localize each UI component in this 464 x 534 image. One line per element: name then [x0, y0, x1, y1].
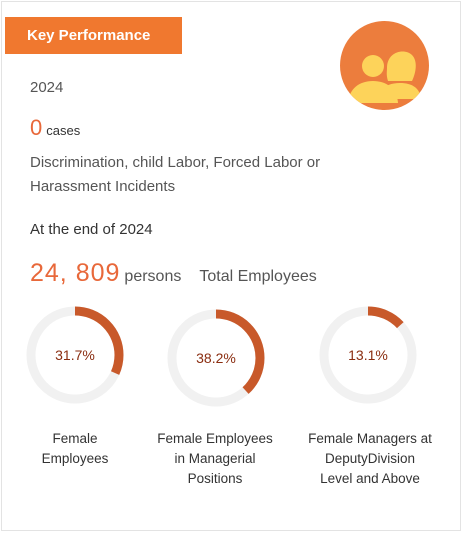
cases-count: 0 — [30, 115, 43, 140]
percent-value: 13.1% — [348, 347, 388, 363]
description-line: Harassment Incidents — [30, 178, 176, 195]
total-employees-row — [30, 259, 317, 288]
report-year: 2024 — [30, 79, 64, 96]
label-line: Level and Above — [320, 471, 420, 486]
cases-row — [30, 115, 80, 141]
employee-unit: persons — [124, 268, 182, 285]
percent-value: 38.2% — [196, 350, 236, 366]
female-managerial-label — [145, 429, 285, 489]
label-line: Employees — [41, 451, 109, 466]
percent-value: 31.7% — [55, 347, 95, 363]
cases-unit: cases — [46, 123, 81, 138]
key-performance-badge: Key Performance — [5, 17, 182, 54]
label-line: in Managerial — [174, 451, 256, 466]
female-employees-donut — [25, 305, 125, 405]
year-end-label: At the end of 2024 — [30, 221, 153, 238]
label-line: Female Employees — [157, 431, 273, 446]
employee-count: 24, 809 — [30, 259, 121, 287]
label-line: Female Managers at — [308, 431, 432, 446]
key-performance-card — [1, 1, 461, 531]
label-line: DeputyDivision — [324, 451, 416, 466]
label-line: Positions — [187, 471, 243, 486]
label-line: Female — [52, 431, 98, 446]
total-employees-label: Total Employees — [199, 268, 317, 285]
female-deputy-managers-label — [300, 429, 440, 489]
description-line: Discrimination, child Labor, Forced Labor or — [30, 154, 321, 171]
people-icon — [340, 21, 429, 110]
female-deputy-managers-donut — [318, 305, 418, 405]
incident-description — [30, 151, 370, 199]
female-employees-label — [5, 429, 145, 469]
female-managerial-donut — [166, 308, 266, 408]
